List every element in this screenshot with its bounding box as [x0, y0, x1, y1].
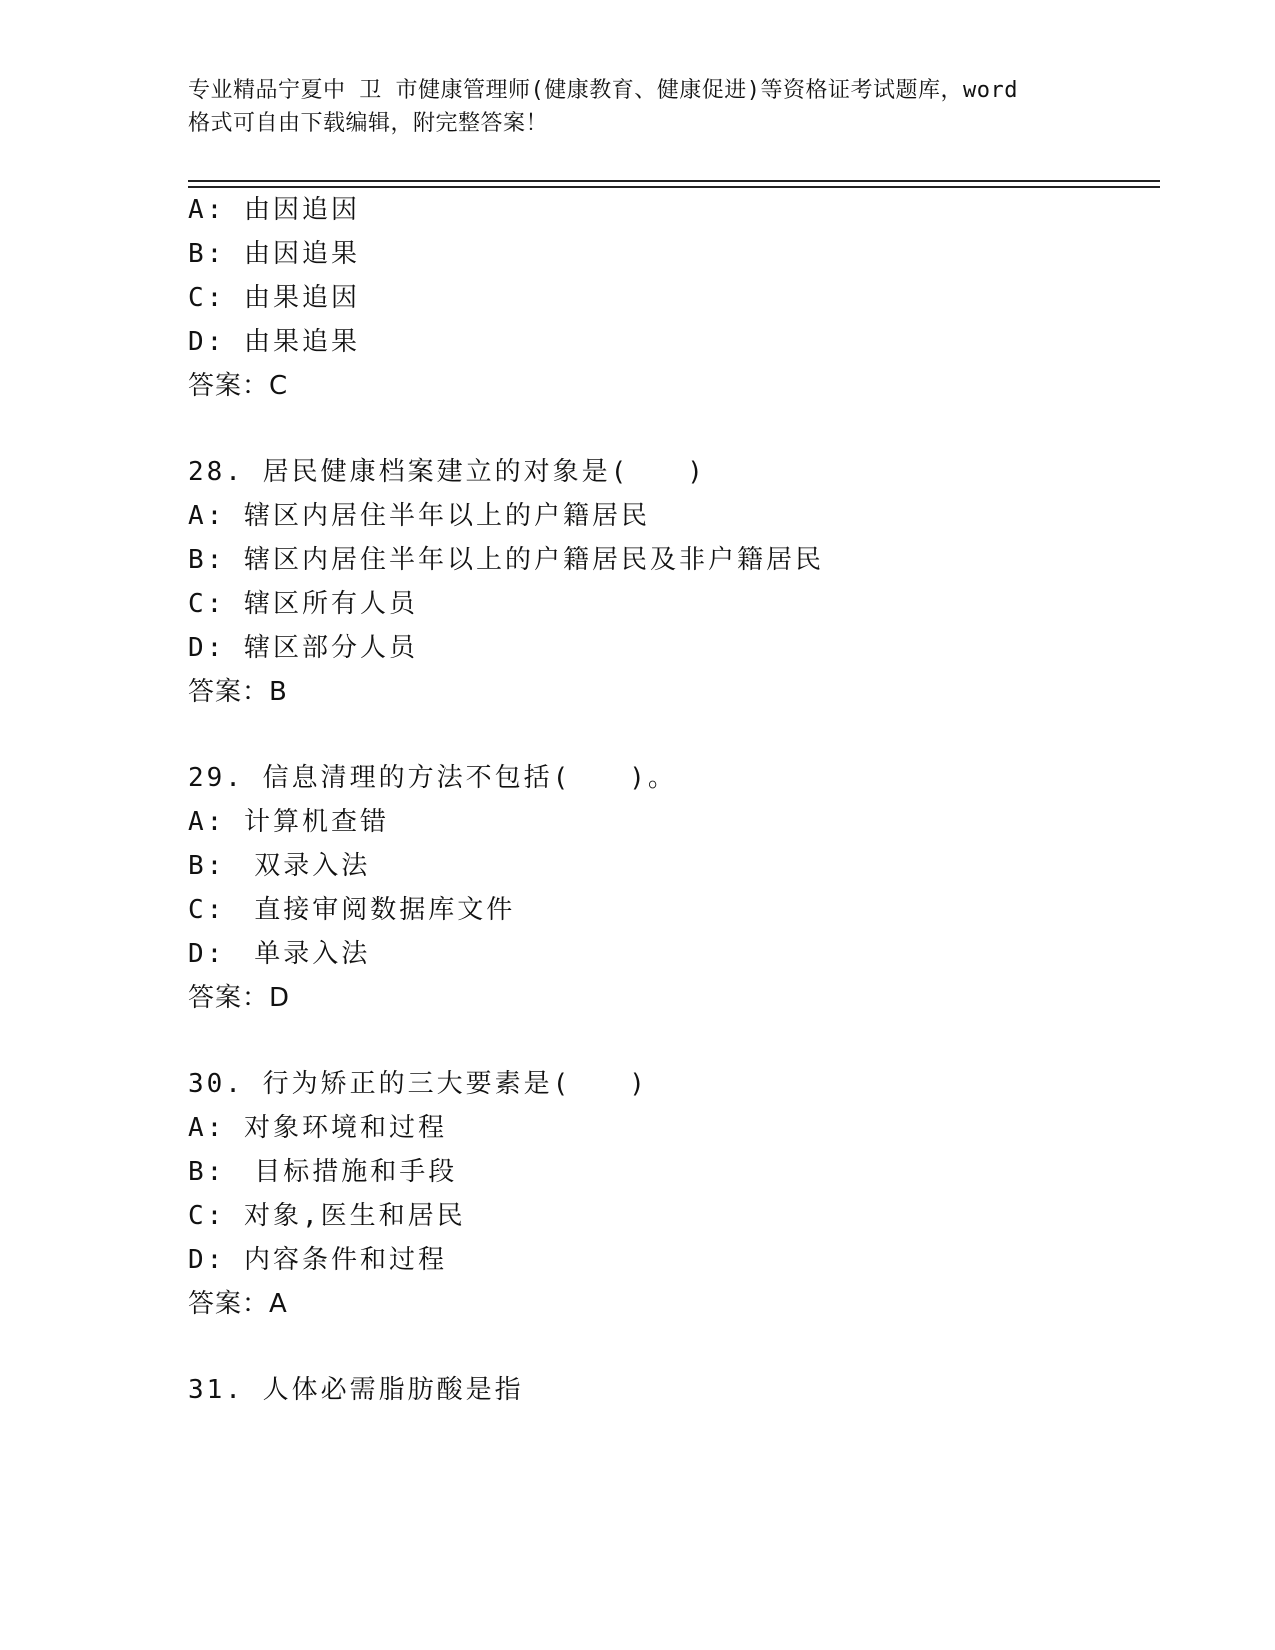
q29-question: 29. 信息清理的方法不包括( )。 [188, 763, 677, 793]
q27-option-d: D: 由果追果 [188, 327, 360, 357]
q28-option-d: D: 辖区部分人员 [188, 633, 418, 663]
q29-option-b: B: 双录入法 [188, 851, 371, 881]
header-line-1: 专业精品宁夏中 卫 市健康管理师(健康教育、健康促进)等资格证考试题库，word [188, 78, 1018, 103]
q30-option-b: B: 目标措施和手段 [188, 1157, 458, 1187]
q27-option-c: C: 由果追因 [188, 283, 360, 313]
q27-answer: 答案：C [188, 371, 289, 401]
q28-question: 28. 居民健康档案建立的对象是( ) [188, 457, 706, 487]
q30-option-a: A: 对象环境和过程 [188, 1113, 447, 1143]
q30-answer: 答案：A [188, 1289, 288, 1319]
q31-question: 31. 人体必需脂肪酸是指 [188, 1375, 524, 1405]
q28-option-b: B: 辖区内居住半年以上的户籍居民及非户籍居民 [188, 545, 824, 575]
q27-option-a: A: 由因追因 [188, 195, 360, 225]
q28-option-c: C: 辖区所有人员 [188, 589, 418, 619]
q30-option-d: D: 内容条件和过程 [188, 1245, 447, 1275]
q28-answer: 答案：B [188, 677, 288, 707]
q29-option-d: D: 单录入法 [188, 939, 371, 969]
q30-option-c: C: 对象,医生和居民 [188, 1201, 466, 1231]
header-divider-top [188, 180, 1160, 182]
document-header [188, 74, 1108, 140]
q29-answer: 答案：D [188, 983, 291, 1013]
q30-question: 30. 行为矫正的三大要素是( ) [188, 1069, 648, 1099]
q28-option-a: A: 辖区内居住半年以上的户籍居民 [188, 501, 650, 531]
q29-option-c: C: 直接审阅数据库文件 [188, 895, 516, 925]
header-divider-bottom [188, 186, 1160, 188]
q27-option-b: B: 由因追果 [188, 239, 360, 269]
q29-option-a: A: 计算机查错 [188, 807, 389, 837]
header-line-2: 格式可自由下载编辑，附完整答案！ [188, 111, 549, 136]
